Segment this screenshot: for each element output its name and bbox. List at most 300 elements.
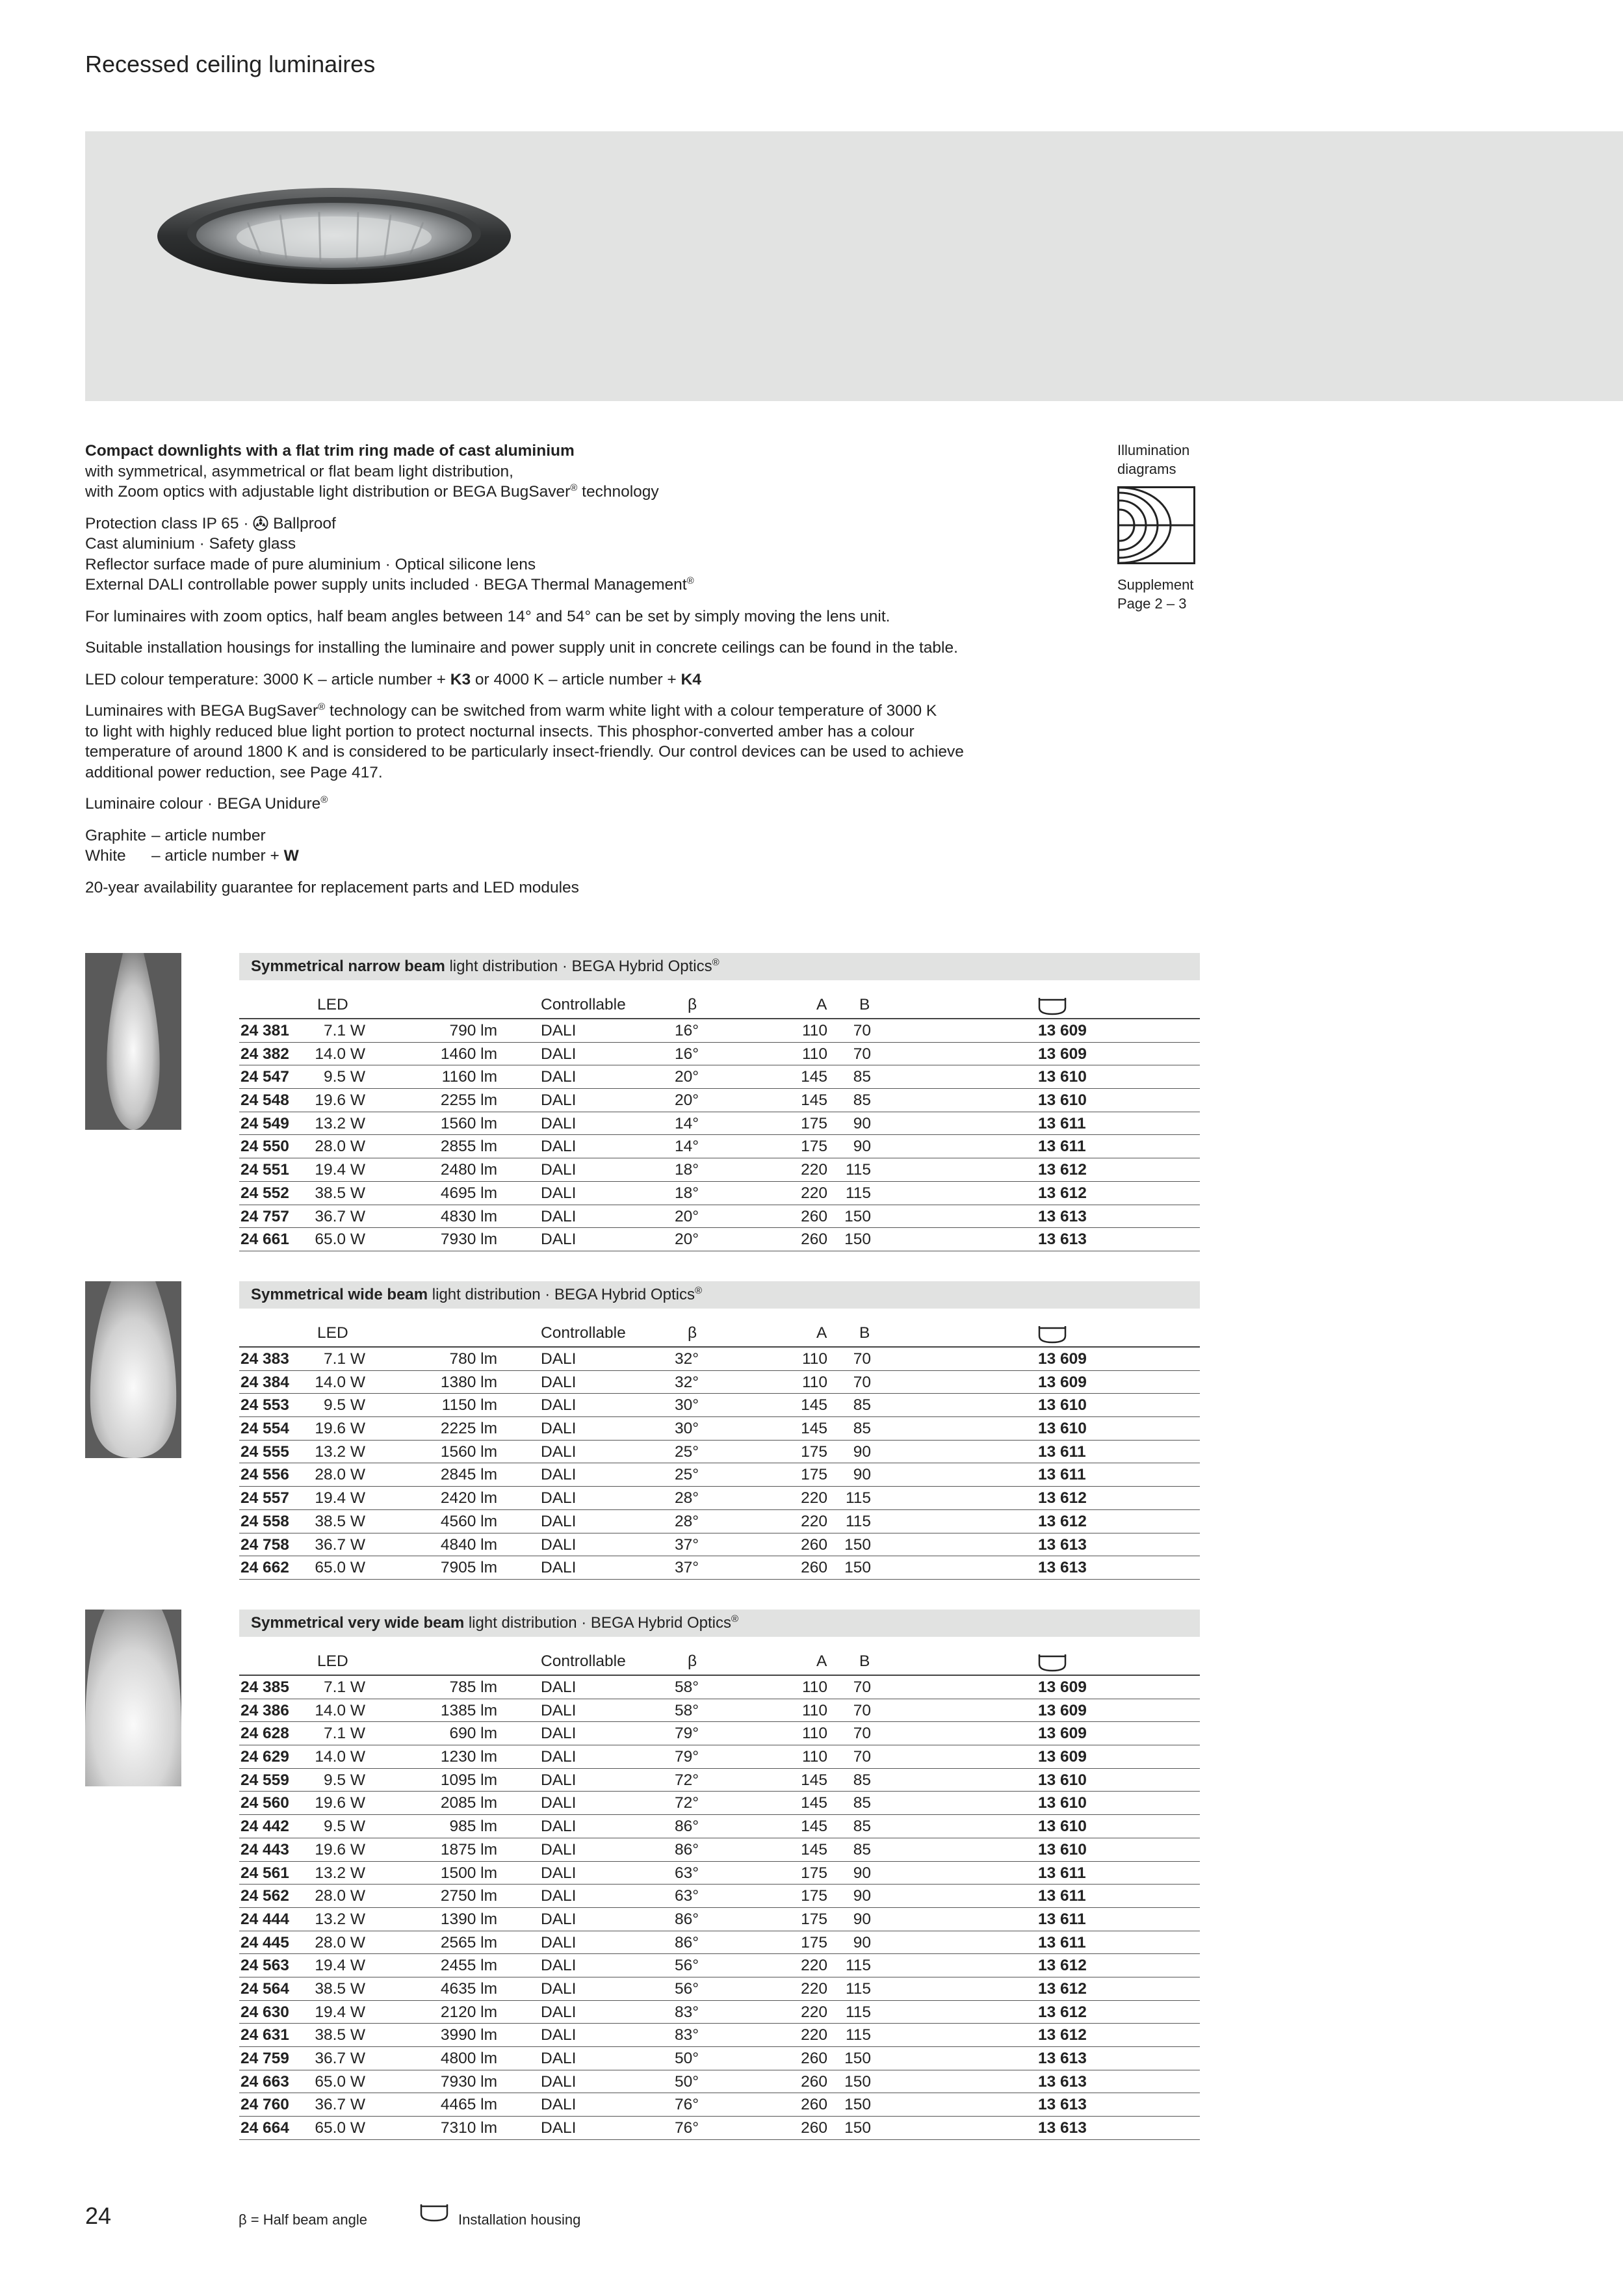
half-beam-angle: 86° xyxy=(675,1840,699,1859)
half-beam-angle: 16° xyxy=(675,1022,699,1039)
dimension-b: 150 xyxy=(844,2119,871,2137)
dimension-b: 150 xyxy=(844,1535,871,1554)
led-wattage: 36.7 W xyxy=(315,1207,365,1225)
luminous-flux: 1460 lm xyxy=(440,1045,497,1063)
dimension-a: 220 xyxy=(801,1184,827,1202)
table-row xyxy=(239,1510,1089,1533)
half-beam-angle: 56° xyxy=(675,1979,699,1998)
housing-article-number: 13 611 xyxy=(1035,1931,1200,1955)
housing-article-number: 13 612 xyxy=(1035,2024,1200,2047)
column-headers xyxy=(239,1652,1089,1676)
housing-article-number: 13 609 xyxy=(1035,1043,1200,1066)
half-beam-angle: 79° xyxy=(675,1748,699,1766)
table-row xyxy=(239,1112,1089,1136)
led-wattage: 9.5 W xyxy=(324,1068,365,1086)
led-wattage: 7.1 W xyxy=(324,1022,365,1039)
luminous-flux: 2565 lm xyxy=(440,1933,497,1951)
luminous-flux: 2855 lm xyxy=(440,1138,497,1156)
half-beam-angle: 18° xyxy=(675,1161,699,1179)
housing-note: Suitable installation housings for installing the luminaire and power supply unit in concrete ceilings can be found in the table. xyxy=(85,639,958,657)
luminous-flux: 2255 lm xyxy=(440,1091,497,1110)
luminous-flux: 1230 lm xyxy=(440,1748,497,1766)
half-beam-angle: 76° xyxy=(675,2096,699,2114)
luminous-flux: 1385 lm xyxy=(440,1701,497,1719)
article-number: 24 442 xyxy=(240,1818,289,1836)
controllable: DALI xyxy=(541,1957,577,1975)
col-a: A xyxy=(816,1652,827,1670)
luminous-flux: 2085 lm xyxy=(440,1794,497,1812)
housing-article-number: 13 609 xyxy=(1035,1676,1200,1699)
page-title: Recessed ceiling luminaires xyxy=(85,51,376,77)
dimension-b: 85 xyxy=(853,1396,871,1415)
article-number: 24 629 xyxy=(240,1748,289,1766)
dimension-a: 220 xyxy=(801,1489,827,1507)
illumination-diagram-icon xyxy=(1117,486,1195,564)
dimension-a: 175 xyxy=(801,1466,827,1484)
half-beam-angle: 72° xyxy=(675,1771,699,1789)
dimension-b: 85 xyxy=(853,1771,871,1789)
housing-column-header xyxy=(1035,996,1200,1019)
luminous-flux: 1390 lm xyxy=(440,1910,497,1928)
luminous-flux: 4695 lm xyxy=(440,1184,497,1202)
controllable: DALI xyxy=(541,1373,577,1391)
half-beam-angle: 63° xyxy=(675,1887,699,1905)
article-number: 24 550 xyxy=(240,1138,289,1156)
led-wattage: 38.5 W xyxy=(315,2026,365,2044)
dimension-a: 220 xyxy=(801,2003,827,2021)
half-beam-angle: 76° xyxy=(675,2119,699,2137)
spec-protection: Protection class IP 65 · xyxy=(85,514,253,532)
luminous-flux: 4465 lm xyxy=(440,2096,497,2114)
article-number: 24 556 xyxy=(240,1466,289,1484)
housing-article-number: 13 610 xyxy=(1035,1065,1200,1089)
table-row xyxy=(239,1931,1089,1955)
colour-options: Graphite – article number White – article number + W xyxy=(85,826,299,865)
table-row xyxy=(239,1556,1089,1580)
led-wattage: 7.1 W xyxy=(324,1678,365,1696)
housing-article-number: 13 613 xyxy=(1035,2093,1200,2117)
dimension-b: 90 xyxy=(853,1138,871,1156)
dimension-a: 175 xyxy=(801,1114,827,1132)
table-row xyxy=(239,1348,1089,1371)
half-beam-angle: 58° xyxy=(675,1701,699,1719)
col-a: A xyxy=(816,1324,827,1342)
luminous-flux: 1560 lm xyxy=(440,1114,497,1132)
dimension-b: 115 xyxy=(845,1512,871,1530)
luminous-flux: 7905 lm xyxy=(440,1559,497,1577)
led-wattage: 19.6 W xyxy=(315,1091,365,1110)
product-photo xyxy=(85,131,1623,401)
led-wattage: 28.0 W xyxy=(315,1466,365,1484)
housing-body xyxy=(1035,1348,1200,1580)
luminous-flux: 2750 lm xyxy=(440,1887,497,1905)
dimension-b: 115 xyxy=(845,1161,871,1179)
article-number: 24 555 xyxy=(240,1442,289,1461)
table-row xyxy=(239,2001,1089,2024)
led-wattage: 19.4 W xyxy=(315,2003,365,2021)
led-wattage: 19.4 W xyxy=(315,1161,365,1179)
beam-thumbnail-very-wide xyxy=(85,1610,181,1786)
dimension-b: 70 xyxy=(853,1748,871,1766)
led-wattage: 65.0 W xyxy=(315,2119,365,2137)
controllable: DALI xyxy=(541,1161,577,1179)
housing-article-number: 13 611 xyxy=(1035,1112,1200,1136)
table-row xyxy=(239,1954,1089,1977)
half-beam-angle: 28° xyxy=(675,1512,699,1530)
table-row xyxy=(239,1862,1089,1885)
half-beam-angle: 20° xyxy=(675,1091,699,1110)
article-number: 24 381 xyxy=(240,1022,289,1039)
guarantee-note: 20-year availability guarantee for replacement parts and LED modules xyxy=(85,878,579,896)
housing-article-number: 13 610 xyxy=(1035,1838,1200,1862)
intro-line: with Zoom optics with adjustable light distribution or BEGA BugSaver xyxy=(85,483,571,501)
dimension-a: 145 xyxy=(801,1771,827,1789)
dimension-a: 110 xyxy=(801,1045,827,1063)
controllable: DALI xyxy=(541,2026,577,2044)
dimension-b: 90 xyxy=(853,1933,871,1951)
dimension-b: 90 xyxy=(853,1114,871,1132)
dimension-b: 85 xyxy=(853,1420,871,1438)
dimension-a: 220 xyxy=(801,1957,827,1975)
table-row xyxy=(239,1722,1089,1745)
dimension-a: 260 xyxy=(801,2119,827,2137)
half-beam-angle: 86° xyxy=(675,1910,699,1928)
half-beam-angle: 30° xyxy=(675,1420,699,1438)
col-beta: β xyxy=(688,1652,697,1670)
controllable: DALI xyxy=(541,1068,577,1086)
registered-mark: ® xyxy=(686,575,694,586)
article-number: 24 628 xyxy=(240,1725,289,1743)
housing-article-number: 13 613 xyxy=(1035,1205,1200,1229)
dimension-b: 70 xyxy=(853,1022,871,1039)
installation-housing-icon xyxy=(1038,1325,1067,1345)
half-beam-angle: 28° xyxy=(675,1489,699,1507)
led-wattage: 9.5 W xyxy=(324,1818,365,1836)
led-wattage: 19.6 W xyxy=(315,1840,365,1859)
luminous-flux: 1380 lm xyxy=(440,1373,497,1391)
controllable: DALI xyxy=(541,1678,577,1696)
controllable: DALI xyxy=(541,1794,577,1812)
led-wattage: 7.1 W xyxy=(324,1350,365,1368)
dimension-b: 150 xyxy=(844,2050,871,2067)
led-wattage: 65.0 W xyxy=(315,2072,365,2091)
table-row xyxy=(239,1182,1089,1205)
controllable: DALI xyxy=(541,1138,577,1156)
article-number: 24 757 xyxy=(240,1207,289,1225)
dimension-a: 220 xyxy=(801,1979,827,1998)
dimension-b: 115 xyxy=(845,2026,871,2044)
housing-article-number: 13 610 xyxy=(1035,1815,1200,1838)
dimension-a: 110 xyxy=(801,1748,827,1766)
luminous-flux: 2120 lm xyxy=(440,2003,497,2021)
half-beam-angle: 58° xyxy=(675,1678,699,1696)
article-number: 24 564 xyxy=(240,1979,289,1998)
housing-column-header xyxy=(1035,1652,1200,1676)
page-number: 24 xyxy=(85,2202,112,2229)
table-row xyxy=(239,1769,1089,1792)
table-row xyxy=(239,1792,1089,1815)
dimension-b: 115 xyxy=(845,1979,871,1998)
column-headers xyxy=(239,1324,1089,1348)
col-controllable: Controllable xyxy=(541,1324,626,1342)
dimension-a: 110 xyxy=(801,1678,827,1696)
article-number: 24 662 xyxy=(240,1559,289,1577)
table-row xyxy=(239,1977,1089,2001)
dimension-a: 175 xyxy=(801,1933,827,1951)
luminous-flux: 1160 lm xyxy=(441,1068,497,1086)
article-number: 24 445 xyxy=(240,1933,289,1951)
spec-ballproof: Ballproof xyxy=(268,514,336,532)
luminous-flux: 1560 lm xyxy=(440,1442,497,1461)
half-beam-angle: 20° xyxy=(675,1231,699,1249)
article-number: 24 661 xyxy=(240,1231,289,1249)
intro-line: technology xyxy=(577,483,659,501)
led-wattage: 13.2 W xyxy=(315,1442,365,1461)
led-wattage: 13.2 W xyxy=(315,1864,365,1882)
spec-reflector: Reflector surface made of pure aluminium · Optical silicone lens xyxy=(85,555,536,573)
controllable: DALI xyxy=(541,1535,577,1554)
half-beam-angle: 50° xyxy=(675,2072,699,2091)
housing-article-number: 13 613 xyxy=(1035,2047,1200,2070)
dimension-a: 220 xyxy=(801,1161,827,1179)
article-number: 24 554 xyxy=(240,1420,289,1438)
luminous-flux: 2480 lm xyxy=(440,1161,497,1179)
controllable: DALI xyxy=(541,1022,577,1039)
luminous-flux: 790 lm xyxy=(449,1022,497,1039)
article-number: 24 559 xyxy=(240,1771,289,1789)
luminous-flux: 1150 lm xyxy=(441,1396,497,1415)
controllable: DALI xyxy=(541,1979,577,1998)
housing-header-bar xyxy=(1035,1610,1200,1637)
article-number: 24 547 xyxy=(240,1068,289,1086)
dimension-a: 145 xyxy=(801,1794,827,1812)
half-beam-angle: 18° xyxy=(675,1184,699,1202)
luminous-flux: 985 lm xyxy=(449,1818,497,1836)
led-wattage: 36.7 W xyxy=(315,2096,365,2114)
dimension-a: 220 xyxy=(801,1512,827,1530)
colour-temperature: LED colour temperature: 3000 K – article number + K3 or 4000 K – article number + K4 xyxy=(85,670,701,688)
article-number: 24 548 xyxy=(240,1091,289,1110)
installation-housing-icon xyxy=(1038,997,1067,1017)
dimension-a: 145 xyxy=(801,1420,827,1438)
table-row xyxy=(239,1885,1089,1908)
article-number: 24 561 xyxy=(240,1864,289,1882)
table-title: Symmetrical very wide beam light distribution · BEGA Hybrid Optics® xyxy=(239,1610,1089,1637)
controllable: DALI xyxy=(541,1420,577,1438)
ballproof-icon xyxy=(253,515,268,531)
article-number: 24 549 xyxy=(240,1114,289,1132)
half-beam-angle: 63° xyxy=(675,1864,699,1882)
controllable: DALI xyxy=(541,1887,577,1905)
dimension-b: 150 xyxy=(844,2096,871,2114)
table-row xyxy=(239,1158,1089,1182)
controllable: DALI xyxy=(541,1207,577,1225)
controllable: DALI xyxy=(541,1045,577,1063)
table-row xyxy=(239,1441,1089,1464)
article-number: 24 630 xyxy=(240,2003,289,2021)
led-wattage: 36.7 W xyxy=(315,2050,365,2067)
housing-column-header xyxy=(1035,1324,1200,1348)
housing-article-number: 13 609 xyxy=(1035,1699,1200,1723)
housing-article-number: 13 609 xyxy=(1035,1371,1200,1394)
table-row xyxy=(239,1838,1089,1862)
spec-power: External DALI controllable power supply units included · BEGA Thermal Management xyxy=(85,576,687,594)
dimension-a: 260 xyxy=(801,1559,827,1577)
dimension-a: 110 xyxy=(801,1373,827,1391)
led-wattage: 19.4 W xyxy=(315,1957,365,1975)
table-row xyxy=(239,1394,1089,1417)
led-wattage: 14.0 W xyxy=(315,1373,365,1391)
controllable: DALI xyxy=(541,1489,577,1507)
housing-header-bar xyxy=(1035,1281,1200,1309)
led-wattage: 65.0 W xyxy=(315,1231,365,1249)
table-row xyxy=(239,2024,1089,2047)
half-beam-angle: 86° xyxy=(675,1818,699,1836)
led-wattage: 9.5 W xyxy=(324,1396,365,1415)
registered-mark: ® xyxy=(570,482,578,493)
controllable: DALI xyxy=(541,1184,577,1202)
dimension-b: 115 xyxy=(845,2003,871,2021)
housing-article-number: 13 613 xyxy=(1035,1228,1200,1251)
controllable: DALI xyxy=(541,2050,577,2067)
half-beam-angle: 32° xyxy=(675,1350,699,1368)
dimension-a: 260 xyxy=(801,1231,827,1249)
controllable: DALI xyxy=(541,1840,577,1859)
controllable: DALI xyxy=(541,1725,577,1743)
half-beam-angle: 25° xyxy=(675,1466,699,1484)
housing-legend: Installation housing xyxy=(458,2211,581,2228)
article-number: 24 383 xyxy=(240,1350,289,1368)
half-beam-angle: 83° xyxy=(675,2003,699,2021)
half-beam-angle: 20° xyxy=(675,1068,699,1086)
controllable: DALI xyxy=(541,1091,577,1110)
table-row xyxy=(239,1533,1089,1557)
dimension-a: 175 xyxy=(801,1910,827,1928)
dimension-b: 90 xyxy=(853,1442,871,1461)
article-number: 24 664 xyxy=(240,2119,289,2137)
luminous-flux: 4840 lm xyxy=(440,1535,497,1554)
half-beam-angle: 83° xyxy=(675,2026,699,2044)
dimension-a: 220 xyxy=(801,2026,827,2044)
half-beam-angle: 37° xyxy=(675,1559,699,1577)
article-number: 24 385 xyxy=(240,1678,289,1696)
led-wattage: 28.0 W xyxy=(315,1887,365,1905)
housing-article-number: 13 611 xyxy=(1035,1441,1200,1464)
dimension-b: 150 xyxy=(844,2072,871,2091)
luminous-flux: 2225 lm xyxy=(440,1420,497,1438)
led-wattage: 28.0 W xyxy=(315,1138,365,1156)
led-wattage: 7.1 W xyxy=(324,1725,365,1743)
controllable: DALI xyxy=(541,1231,577,1249)
half-beam-angle: 16° xyxy=(675,1045,699,1063)
housing-article-number: 13 610 xyxy=(1035,1394,1200,1417)
installation-housing-icon xyxy=(1038,1654,1067,1673)
dimension-a: 110 xyxy=(801,1350,827,1368)
dimension-a: 260 xyxy=(801,2096,827,2114)
controllable: DALI xyxy=(541,1864,577,1882)
zoom-note: For luminaires with zoom optics, half beam angles between 14° and 54° can be set by simply moving the lens unit. xyxy=(85,607,890,625)
dimension-a: 260 xyxy=(801,2050,827,2067)
housing-header-bar xyxy=(1035,953,1200,980)
housing-article-number: 13 612 xyxy=(1035,1954,1200,1977)
bugsaver-note: Luminaires with BEGA BugSaver® technology can be switched from warm white light with a colour temperature of 3000 K to light with highly reduced blue light portion to protect nocturnal insects. This phosphor-converted amber has a colour temperature of around 1800 K and is considered to be particularly insect-friendly. Our control devices can be used to achieve additional power reduction, see Page 417. xyxy=(85,701,964,781)
half-beam-angle: 25° xyxy=(675,1442,699,1461)
dimension-b: 85 xyxy=(853,1818,871,1836)
intro-line: with symmetrical, asymmetrical or flat beam light distribution, xyxy=(85,462,513,480)
table-row xyxy=(239,2047,1089,2070)
led-wattage: 14.0 W xyxy=(315,1045,365,1063)
housing-article-number: 13 610 xyxy=(1035,1089,1200,1112)
article-number: 24 553 xyxy=(240,1396,289,1415)
table-row xyxy=(239,1089,1089,1112)
luminous-flux: 7930 lm xyxy=(440,1231,497,1249)
half-beam-angle: 79° xyxy=(675,1725,699,1743)
table-row xyxy=(239,1463,1089,1487)
luminaire-illustration xyxy=(85,131,1623,401)
dimension-b: 90 xyxy=(853,1864,871,1882)
intro-lead: Compact downlights with a flat trim ring made of cast aluminium xyxy=(85,442,575,460)
table-title: Symmetrical wide beam light distribution · BEGA Hybrid Optics® xyxy=(239,1281,1089,1309)
dimension-b: 115 xyxy=(845,1489,871,1507)
table-row xyxy=(239,1815,1089,1838)
col-led: LED xyxy=(317,1324,348,1342)
col-b: B xyxy=(859,1324,870,1342)
col-controllable: Controllable xyxy=(541,1652,626,1670)
led-wattage: 13.2 W xyxy=(315,1910,365,1928)
led-wattage: 13.2 W xyxy=(315,1114,365,1132)
dimension-b: 85 xyxy=(853,1794,871,1812)
article-number: 24 558 xyxy=(240,1512,289,1530)
led-wattage: 36.7 W xyxy=(315,1535,365,1554)
dimension-b: 90 xyxy=(853,1466,871,1484)
housing-body xyxy=(1035,1676,1200,2140)
luminous-flux: 4830 lm xyxy=(440,1207,497,1225)
article-number: 24 557 xyxy=(240,1489,289,1507)
dimension-a: 260 xyxy=(801,1207,827,1225)
dimension-a: 145 xyxy=(801,1840,827,1859)
controllable: DALI xyxy=(541,1114,577,1132)
luminous-flux: 4560 lm xyxy=(440,1512,497,1530)
dimension-a: 260 xyxy=(801,1535,827,1554)
controllable: DALI xyxy=(541,1771,577,1789)
dimension-a: 260 xyxy=(801,2072,827,2091)
luminous-flux: 7310 lm xyxy=(440,2119,497,2137)
half-beam-angle: 14° xyxy=(675,1138,699,1156)
led-wattage: 19.4 W xyxy=(315,1489,365,1507)
controllable: DALI xyxy=(541,1701,577,1719)
controllable: DALI xyxy=(541,1466,577,1484)
half-beam-angle: 50° xyxy=(675,2050,699,2067)
housing-article-number: 13 612 xyxy=(1035,1158,1200,1182)
housing-article-number: 13 611 xyxy=(1035,1908,1200,1931)
led-wattage: 14.0 W xyxy=(315,1701,365,1719)
table-row xyxy=(239,1135,1089,1158)
luminous-flux: 2845 lm xyxy=(440,1466,497,1484)
dimension-b: 115 xyxy=(845,1184,871,1202)
controllable: DALI xyxy=(541,2072,577,2091)
luminous-flux: 690 lm xyxy=(449,1725,497,1743)
housing-article-number: 13 609 xyxy=(1035,1722,1200,1745)
dimension-b: 150 xyxy=(844,1207,871,1225)
table-row xyxy=(239,1417,1089,1441)
dimension-a: 110 xyxy=(801,1725,827,1743)
table-row xyxy=(239,2117,1089,2140)
side-label: diagrams xyxy=(1117,461,1176,477)
article-number: 24 663 xyxy=(240,2072,289,2091)
controllable: DALI xyxy=(541,1933,577,1951)
table-row xyxy=(239,1487,1089,1510)
housing-article-number: 13 612 xyxy=(1035,1510,1200,1533)
